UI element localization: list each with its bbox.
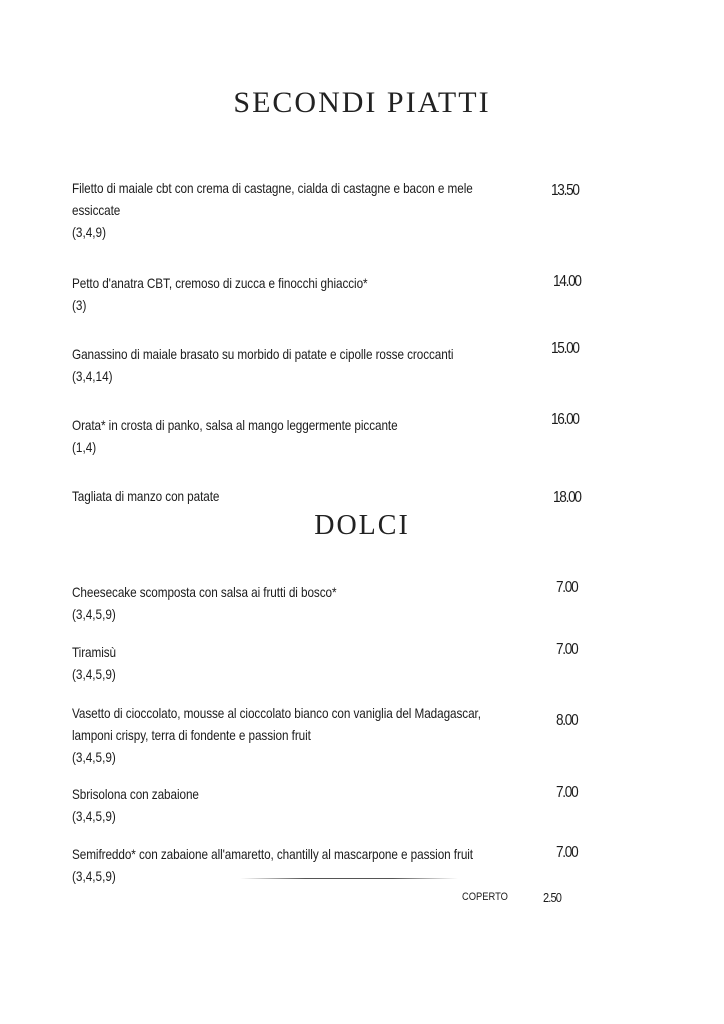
item-price: 7.00 [556,844,578,861]
section-title-dolci: DOLCI [314,510,410,541]
item-allergens: (3,4,5,9) [72,666,116,682]
item-allergens: (3,4,5,9) [72,808,116,824]
item-price: 8.00 [556,712,578,729]
menu-item [72,485,592,507]
menu-item [72,783,592,827]
item-description: Tiramisù [72,644,116,660]
item-description: Semifreddo* con zabaione all'amaretto, chantilly al mascarpone e passion fruit [72,846,473,862]
item-price: 15.00 [551,340,579,357]
item-description: Tagliata di manzo con patate [72,488,220,504]
item-price: 7.00 [556,784,578,801]
item-allergens: (1,4) [72,439,97,455]
item-description: Petto d'anatra CBT, cremoso di zucca e finocchi ghiaccio* [72,275,368,291]
item-allergens: (3,4,5,9) [72,868,116,884]
item-description: Sbrisolona con zabaione [72,786,199,802]
item-description: Orata* in crosta di panko, salsa al mango leggermente piccante [72,417,398,433]
menu-item [72,177,592,243]
item-price: 7.00 [556,579,578,596]
menu-item [72,414,592,458]
item-description: Filetto di maiale cbt con crema di castagne, cialda di castagne e bacon e mele essiccate [72,180,473,218]
item-description: Ganassino di maiale brasato su morbido di patate e cipolle rosse croccanti [72,346,454,362]
item-allergens: (3,4,5,9) [72,749,116,765]
section-title-secondi-piatti: SECONDI PIATTI [233,86,491,119]
item-description: Cheesecake scomposta con salsa ai frutti di bosco* [72,584,337,600]
item-description: Vasetto di cioccolato, mousse al cioccolato bianco con vaniglia del Madagascar, lamponi crispy, terra di fondente e passion fruit [72,705,481,743]
divider [240,878,458,879]
menu-item [72,843,592,887]
item-allergens: (3) [72,297,87,313]
item-allergens: (3,4,14) [72,368,113,384]
item-price: 14.00 [553,273,581,290]
item-allergens: (3,4,5,9) [72,606,116,622]
menu-item [72,581,592,625]
coperto-price: 2.50 [543,890,562,905]
coperto-label: COPERTO [462,891,508,903]
item-price: 7.00 [556,641,578,658]
item-price: 16.00 [551,411,579,428]
menu-item [72,272,592,316]
menu-item [72,641,592,685]
item-allergens: (3,4,9) [72,224,106,240]
menu-item [72,343,592,387]
menu-item [72,702,592,768]
item-price: 13.50 [551,182,579,199]
item-price: 18.00 [553,489,581,506]
